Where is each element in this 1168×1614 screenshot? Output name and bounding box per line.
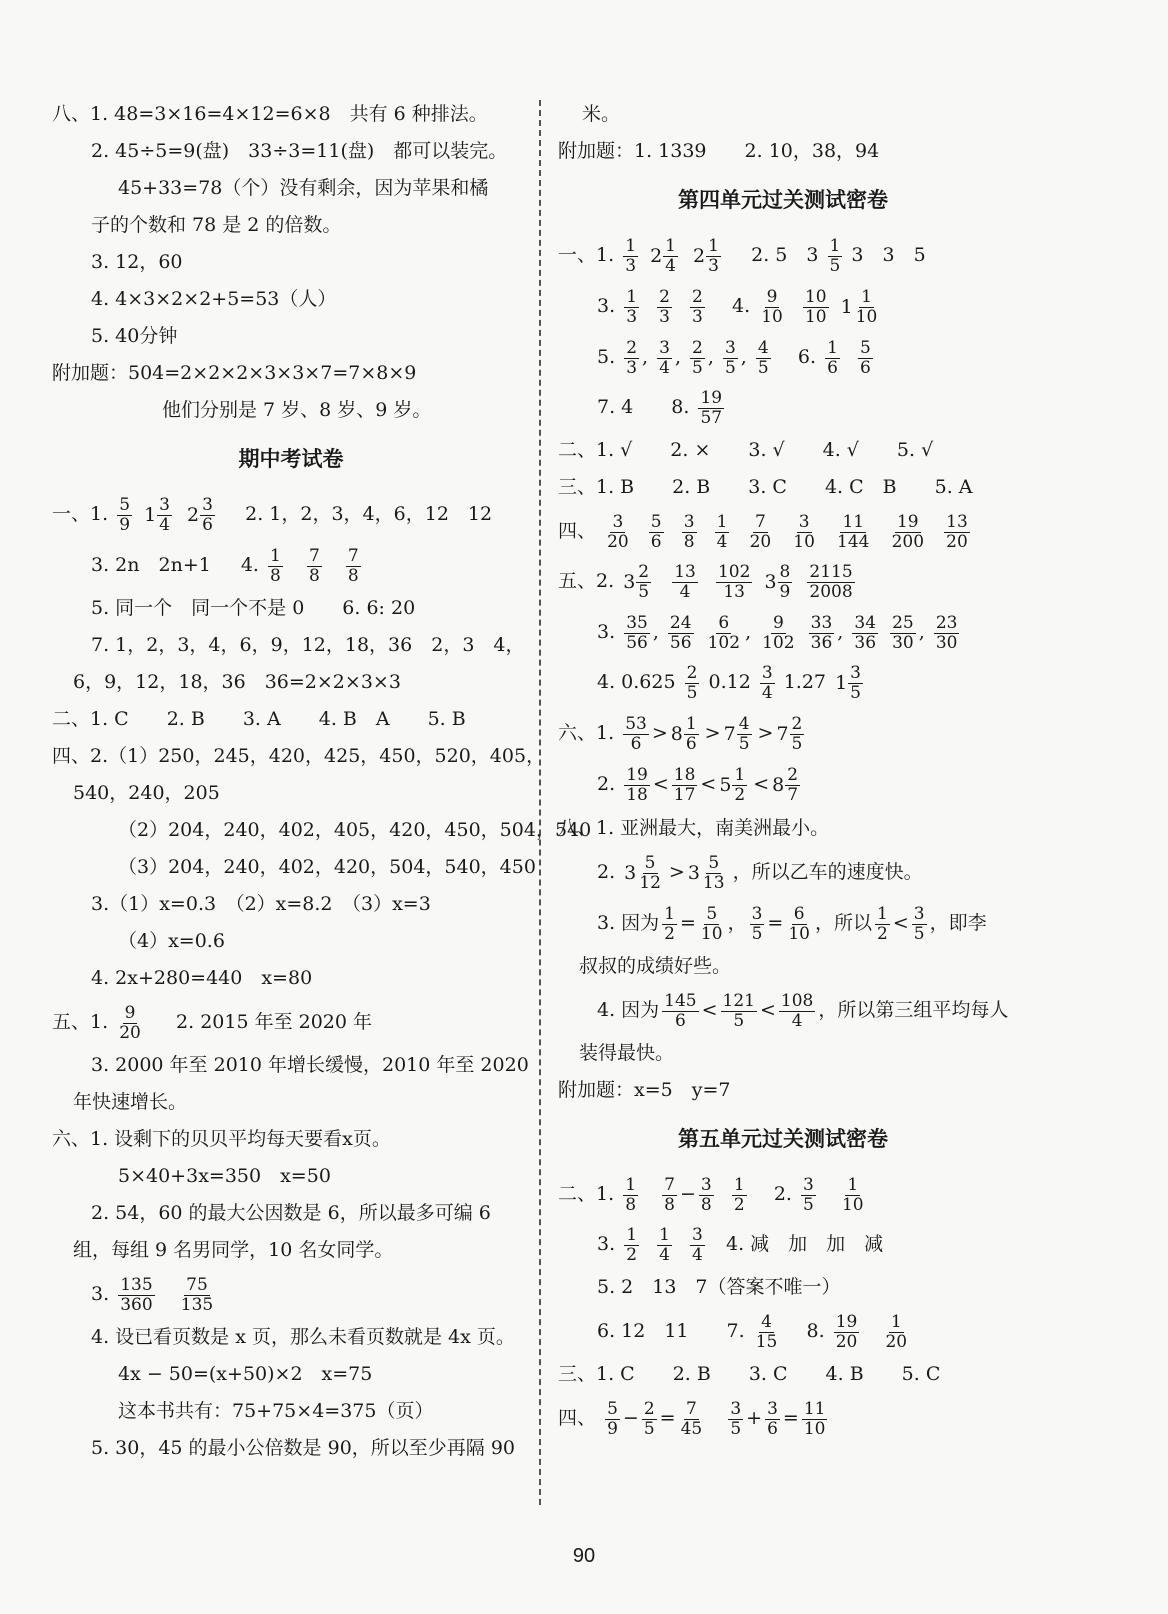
answer-line: 四、 $\frac{5}{9}$ − $\frac{2}{5}$ = $\frac{7}{45}$ $\frac{3}{5}$ + $\frac{3}{6}$ = $\frac{11}{10}$ (558, 1398, 826, 1439)
fraction: $\frac{5}{12}$ (639, 852, 661, 893)
answer-line: 2. 54，60 的最大公因数是 6，所以最多可编 6 (91, 1202, 491, 1224)
answer-line: 4. 0.625 $\frac{2}{5}$ 0.12 $\frac{3}{4}$ 1.27 1 $\frac{3}{5}$ (558, 657, 1008, 708)
fraction: $\frac{2}{3}$ (659, 286, 670, 327)
mixed-number: 7 $\frac{2}{5}$ (776, 713, 803, 754)
fraction: $\frac{2115}{2008}$ (809, 561, 853, 602)
fraction: $\frac{2}{5}$ (692, 337, 703, 378)
fraction: $\frac{5}{6}$ (859, 337, 871, 378)
mixed-number: 2 $\frac{1}{4}$ (650, 235, 676, 276)
fraction: $\frac{1}{10}$ (855, 286, 878, 327)
answer-line: 4. 2x+280=440 x=80 (91, 967, 313, 989)
fraction: $\frac{1}{3}$ (625, 235, 637, 276)
fraction: $\frac{24}{56}$ (669, 612, 692, 653)
answer-line: 3. 12，60 (91, 251, 183, 273)
answer-line: （4）x=0.6 (118, 930, 225, 952)
fraction: $\frac{53}{6}$ (625, 713, 647, 754)
fraction: $\frac{102}{13}$ (717, 561, 751, 602)
fraction: $\frac{1}{4}$ (716, 511, 728, 552)
fraction: $\frac{5}{13}$ (702, 852, 725, 893)
answer-line: 3. 2000 年至 2010 年增长缓慢，2010 年至 2020 (91, 1054, 529, 1076)
fraction: $\frac{3}{5}$ (730, 1398, 742, 1439)
fraction: $\frac{8}{9}$ (779, 561, 791, 602)
answer-line: 6，9，12，18，36 36=2×2×3×3 (73, 671, 401, 693)
section-title-unit4: 第四单元过关测试密卷 (678, 188, 888, 212)
fraction: $\frac{2}{5}$ (791, 713, 803, 754)
answer-line: 八、1. 亚洲最大，南美洲最小。 (558, 817, 830, 839)
fraction: $\frac{4}{5}$ (738, 713, 750, 754)
fraction: $\frac{10}{10}$ (804, 286, 827, 327)
answer-line: 3.（1）x=0.3 （2）x=8.2 （3）x=3 (91, 893, 431, 915)
answer-line: 45+33=78（个）没有剩余，因为苹果和橘 (118, 177, 489, 199)
mixed-number: 2 $\frac{3}{6}$ (187, 494, 213, 535)
fraction: $\frac{9}{10}$ (761, 286, 783, 327)
answer-line: （2）204，240，402，405，420，450，504，540 (118, 819, 592, 841)
fraction: $\frac{19}{57}$ (700, 387, 723, 428)
answer-line: 一、1. $\frac{1}{3}$ 2 $\frac{1}{4}$ 2 $\frac{1}{3}$ 2. 5 3 $\frac{1}{5}$ 3 3 5 (558, 230, 1008, 281)
answer-line: 三、1. C 2. B 3. C 4. B 5. C (558, 1363, 941, 1385)
answer-line: 二、1. $\frac{1}{8}$ $\frac{7}{8}$ − $\frac{3}{8}$ $\frac{1}{2}$ 2. $\frac{3}{5}$ $\frac{1}{10}$ (558, 1174, 864, 1215)
fraction: $\frac{145}{6}$ (664, 990, 697, 1031)
fraction: $\frac{1}{2}$ (664, 903, 675, 944)
fraction: $\frac{18}{17}$ (673, 764, 696, 805)
section-title-midterm: 期中考试卷 (238, 447, 344, 471)
answer-line: 3. 2n 2n+1 4. $\frac{1}{8}$ $\frac{7}{8}$ $\frac{7}{8}$ (91, 545, 359, 586)
answer-line: 这本书共有：75+75×4=375（页） (118, 1400, 434, 1422)
fraction: $\frac{3}{8}$ (700, 1174, 712, 1215)
fraction: $\frac{5}{9}$ (607, 1398, 618, 1439)
fraction: $\frac{3}{4}$ (761, 662, 773, 703)
mixed-number: 3 $\frac{5}{13}$ (687, 852, 725, 893)
fraction: $\frac{2}{3}$ (692, 286, 703, 327)
answer-line: 5. 30，45 的最小公倍数是 90，所以至少再隔 90 (91, 1437, 515, 1459)
fraction: $\frac{1}{3}$ (626, 286, 638, 327)
answer-line: 四、2.（1）250，245，420，425，450，520，405， (52, 745, 546, 767)
answer-line: 2. 3 $\frac{5}{12}$ > 3 $\frac{5}{13}$ ，所以乙车的速度快。 (558, 847, 1008, 898)
bonus-line: 附加题：1. 1339 2. 10，38，94 (558, 140, 880, 162)
answer-line: 2. $\frac{19}{18}$ < $\frac{18}{17}$ < 5 $\frac{1}{2}$ < 8 $\frac{2}{7}$ (558, 759, 1008, 810)
fraction: $\frac{6}{102}$ (707, 612, 741, 653)
fraction: $\frac{1}{2}$ (733, 1174, 745, 1215)
answer-line: 5. 同一个 同一个不是 0 6. 6: 20 (91, 597, 416, 619)
mixed-number: 1 $\frac{1}{10}$ (840, 286, 878, 327)
mixed-number: 1 $\frac{3}{5}$ (835, 662, 861, 703)
mixed-number: 5 $\frac{1}{2}$ (719, 764, 746, 805)
answer-line: （3）204，240，402，420，504，540，450 (118, 856, 536, 878)
fraction: $\frac{2}{3}$ (626, 337, 638, 378)
fraction: $\frac{1}{6}$ (685, 713, 697, 754)
answer-line: 4. 设已看页数是 x 页，那么未看页数就是 4x 页。 (91, 1326, 515, 1348)
fraction: $\frac{33}{36}$ (810, 612, 833, 653)
fraction: $\frac{1}{8}$ (625, 1174, 637, 1215)
fraction: $\frac{108}{4}$ (780, 990, 814, 1031)
answer-line: 叔叔的成绩好些。 (579, 955, 732, 977)
fraction: $\frac{7}{8}$ (347, 545, 359, 586)
answer-line: 六、1. $\frac{53}{6}$ > 8 $\frac{1}{6}$ > 7 $\frac{4}{5}$ > 7 $\frac{2}{5}$ (558, 708, 1008, 759)
answer-line: 5. 40分钟 (91, 325, 178, 347)
answer-line: 2. 45÷5=9(盘) 33÷3=11(盘) 都可以装完。 (91, 140, 508, 162)
bonus-line: 附加题：x=5 y=7 (558, 1079, 731, 1101)
answer-line: 4. 4×3×2×2+5=53（人） (91, 288, 337, 310)
fraction: $\frac{4}{5}$ (757, 337, 769, 378)
mixed-number: 8 $\frac{2}{7}$ (772, 764, 799, 805)
fraction: $\frac{1}{2}$ (734, 764, 746, 805)
fraction: $\frac{2}{5}$ (686, 662, 698, 703)
answer-line: 五、2. 3 $\frac{2}{5}$ $\frac{13}{4}$ $\frac{102}{13}$ 3 $\frac{8}{9}$ $\frac{2115}{2008}$ (558, 556, 1008, 607)
fraction: $\frac{6}{10}$ (788, 903, 810, 944)
answer-line: 一、1. $\frac{5}{9}$ 1 $\frac{3}{4}$ 2 $\frac{3}{6}$ 2. 1，2，3，4，6，12 12 (52, 489, 530, 540)
fraction: $\frac{3}{5}$ (803, 1174, 814, 1215)
answer-line: 7. 1，2，3，4，6，9，12，18，36 2，3 4， (91, 634, 525, 656)
answer-line: 组，每组 9 名男同学，10 名女同学。 (73, 1239, 394, 1261)
fraction: $\frac{3}{20}$ (607, 511, 629, 552)
answer-line: 3. $\frac{35}{56}$ , $\frac{24}{56}$ $\frac{6}{102}$ , $\frac{9}{102}$ $\frac{33}{36}$ , $\frac{34}{36}$ $\frac{25}{30}$ , $\frac{23}{30}$ (597, 612, 958, 653)
fraction: $\frac{3}{4}$ (692, 1224, 703, 1265)
bonus-line: 附加题：504=2×2×2×3×3×7=7×8×9 (52, 362, 417, 384)
answer-line: 四、 $\frac{3}{20}$ $\frac{5}{6}$ $\frac{3}{8}$ $\frac{1}{4}$ $\frac{7}{20}$ $\frac{3}{10}$ $\frac{11}{144}$ $\frac{19}{200}$ $\frac{13}{20}$ (558, 511, 968, 552)
column-divider (539, 100, 541, 1505)
answer-line: 3. $\frac{1}{3}$ $\frac{2}{3}$ $\frac{2}{3}$ 4. $\frac{9}{10}$ $\frac{10}{10}$ 1 $\frac{1}{10}$ (558, 281, 1008, 332)
answer-line: 5. $\frac{2}{3}$ , $\frac{3}{4}$ , $\frac{2}{5}$ , $\frac{3}{5}$ , $\frac{4}{5}$ 6. $\frac{1}{6}$ $\frac{5}{6}$ (597, 337, 871, 378)
answer-line: 5×40+3x=350 x=50 (118, 1165, 331, 1187)
fraction: $\frac{35}{56}$ (626, 612, 648, 653)
fraction: $\frac{3}{5}$ (724, 337, 736, 378)
answer-line: 4. 因为 $\frac{145}{6}$ < $\frac{121}{5}$ < $\frac{108}{4}$ ，所以第三组平均每人 (597, 990, 1009, 1031)
fraction: $\frac{135}{360}$ (120, 1274, 153, 1315)
mixed-number: 3 $\frac{8}{9}$ (764, 561, 791, 602)
fraction: $\frac{19}{20}$ (835, 1311, 858, 1352)
answer-line: 子的个数和 78 是 2 的倍数。 (91, 214, 342, 236)
fraction: $\frac{3}{6}$ (767, 1398, 778, 1439)
answer-line: 米。 (582, 103, 621, 125)
fraction: $\frac{1}{3}$ (708, 235, 719, 276)
fraction: $\frac{7}{20}$ (749, 511, 772, 552)
answer-line: 6. 12 11 7. $\frac{4}{15}$ 8. $\frac{19}{20}$ $\frac{1}{20}$ (597, 1311, 908, 1352)
answer-line: 二、1. C 2. B 3. A 4. B A 5. B (52, 708, 466, 730)
fraction: $\frac{1}{10}$ (841, 1174, 864, 1215)
fraction: $\frac{9}{102}$ (762, 612, 795, 653)
fraction: $\frac{25}{30}$ (892, 612, 914, 653)
fraction: $\frac{19}{200}$ (891, 511, 925, 552)
fraction: $\frac{75}{135}$ (180, 1274, 214, 1315)
fraction: $\frac{11}{144}$ (837, 511, 870, 552)
fraction: $\frac{1}{4}$ (659, 1224, 670, 1265)
fraction: $\frac{1}{4}$ (665, 235, 676, 276)
mixed-number: 7 $\frac{4}{5}$ (723, 713, 750, 754)
answer-line: 二、1. √ 2. × 3. √ 4. √ 5. √ (558, 439, 934, 461)
answer-line: 三、1. B 2. B 3. C 4. C B 5. A (558, 476, 973, 498)
answer-line: 5. 2 13 7（答案不唯一） (597, 1276, 841, 1298)
fraction: $\frac{3}{5}$ (751, 903, 763, 944)
fraction: $\frac{23}{30}$ (935, 612, 958, 653)
answer-line: 五、1. $\frac{9}{20}$ 2. 2015 年至 2020 年 (52, 1002, 373, 1043)
page-number: 90 (572, 1545, 596, 1567)
mixed-number: 8 $\frac{1}{6}$ (670, 713, 697, 754)
fraction: $\frac{9}{20}$ (119, 1002, 141, 1043)
fraction: $\frac{5}{10}$ (700, 903, 723, 944)
fraction: $\frac{13}{4}$ (674, 561, 696, 602)
answer-line: 3. $\frac{1}{2}$ $\frac{1}{4}$ $\frac{3}{4}$ 4. 减 加 加 减 (597, 1224, 884, 1265)
answer-line: 3. 因为 $\frac{1}{2}$ = $\frac{5}{10}$ ， $\frac{3}{5}$ = $\frac{6}{10}$ ，所以 $\frac{1}{2}$ < $\frac{3}{5}$ ，即李 (597, 903, 987, 944)
answer-line: 年快速增长。 (73, 1091, 188, 1113)
fraction: $\frac{7}{8}$ (664, 1174, 675, 1215)
fraction: $\frac{1}{2}$ (876, 903, 888, 944)
fraction: $\frac{3}{5}$ (913, 903, 925, 944)
mixed-number: 2 $\frac{1}{3}$ (693, 235, 719, 276)
fraction: $\frac{1}{2}$ (626, 1224, 638, 1265)
fraction: $\frac{121}{5}$ (722, 990, 755, 1031)
answer-line: 六、1. 设剩下的贝贝平均每天要看x页。 (52, 1128, 391, 1150)
mixed-number: 3 $\frac{5}{12}$ (624, 852, 661, 893)
fraction: $\frac{3}{4}$ (659, 337, 670, 378)
fraction: $\frac{3}{6}$ (202, 494, 213, 535)
fraction: $\frac{3}{8}$ (683, 511, 695, 552)
answer-line: 7. 4 8. $\frac{19}{57}$ (597, 387, 723, 428)
fraction: $\frac{13}{20}$ (946, 511, 968, 552)
fraction: $\frac{3}{10}$ (793, 511, 815, 552)
fraction: $\frac{2}{5}$ (638, 561, 650, 602)
fraction: $\frac{7}{45}$ (680, 1398, 703, 1439)
fraction: $\frac{11}{10}$ (803, 1398, 826, 1439)
answer-line: 4x − 50=(x+50)×2 x=75 (118, 1363, 373, 1385)
answer-line: 八、1. 48=3×16=4×12=6×8 共有 6 种排法。 (52, 103, 488, 125)
left-column (52, 96, 592, 1467)
fraction: $\frac{5}{9}$ (119, 494, 131, 535)
fraction: $\frac{2}{7}$ (787, 764, 799, 805)
answer-line: 540，240，205 (73, 782, 220, 804)
fraction: $\frac{34}{36}$ (854, 612, 877, 653)
right-column (558, 96, 1008, 1443)
fraction: $\frac{19}{18}$ (626, 764, 648, 805)
fraction: $\frac{7}{8}$ (308, 545, 320, 586)
fraction: $\frac{1}{20}$ (885, 1311, 908, 1352)
section-title-unit5: 第五单元过关测试密卷 (678, 1127, 888, 1151)
answer-line: 3. $\frac{135}{360}$ $\frac{75}{135}$ (91, 1274, 214, 1315)
fraction: $\frac{2}{5}$ (643, 1398, 655, 1439)
fraction: $\frac{1}{5}$ (829, 235, 841, 276)
fraction: $\frac{1}{6}$ (827, 337, 838, 378)
fraction: $\frac{3}{4}$ (159, 494, 170, 535)
fraction: $\frac{5}{6}$ (650, 511, 662, 552)
answer-line: 装得最快。 (579, 1042, 675, 1064)
fraction: $\frac{3}{5}$ (850, 662, 861, 703)
bonus-line: 他们分别是 7 岁、8 岁、9 岁。 (162, 399, 432, 421)
mixed-number: 3 $\frac{2}{5}$ (623, 561, 650, 602)
fraction: $\frac{1}{8}$ (270, 545, 281, 586)
mixed-number: 1 $\frac{3}{4}$ (144, 494, 170, 535)
fraction: $\frac{4}{15}$ (755, 1311, 778, 1352)
